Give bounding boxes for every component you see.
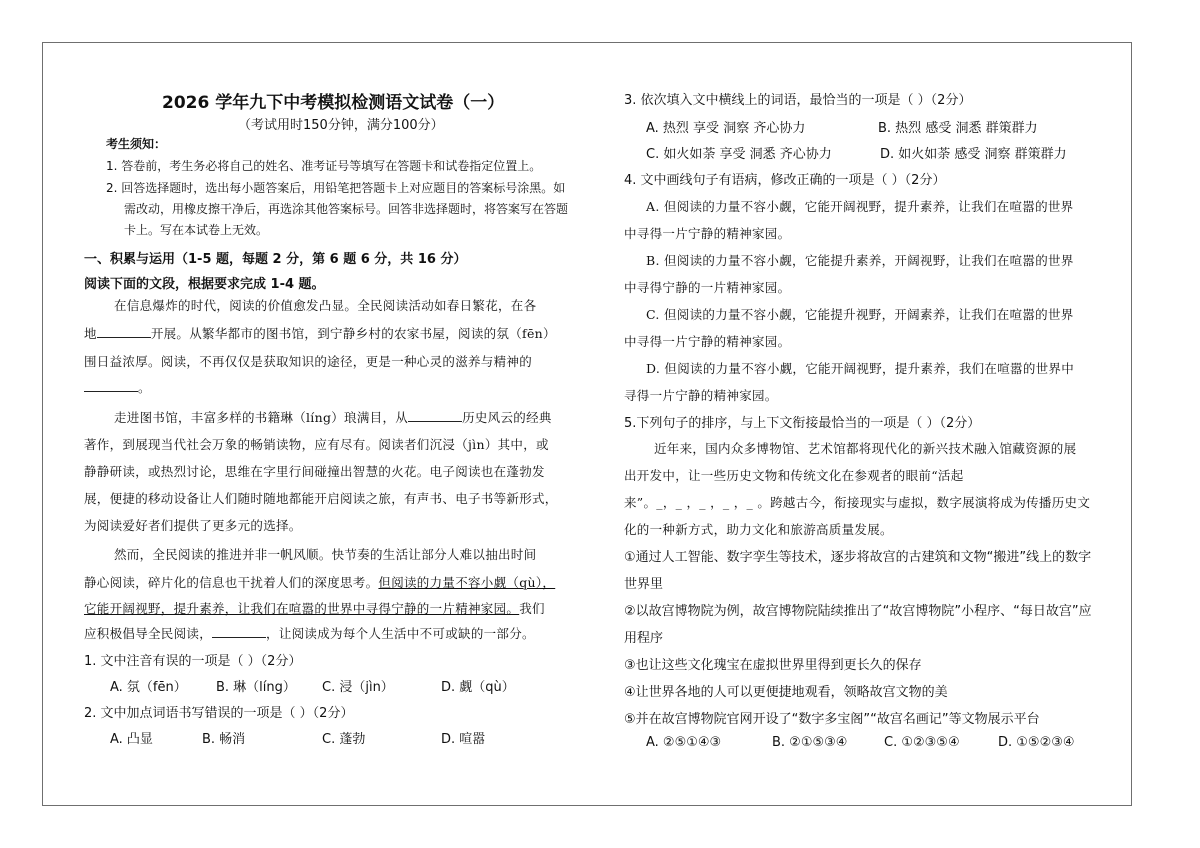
question-5-stem: 5.下列句子的排序，与上下文衔接最恰当的一项是（ ）（2分）	[624, 416, 981, 431]
q5-option-d[interactable]: D. ①⑤②③④	[998, 735, 1075, 750]
question-4-stem: 4. 文中画线句子有语病，修改正确的一项是（ ）（2分）	[624, 173, 946, 188]
q4-option-d[interactable]: D. 但阅读的力量不容小觑，它能开阔视野，提升素养，我们在喧嚣的世界中	[646, 361, 1075, 376]
fill-blank-2[interactable]	[84, 379, 138, 392]
q5-sentence-2: ②以故宫博物院为例，故宫博物院陆续推出了“故宫博物院”小程序、“每日故宫”应	[624, 604, 1092, 619]
q4-option-d-cont: 寻得一片宁静的精神家园。	[624, 388, 778, 403]
q4-option-c-cont: 中寻得一片宁静的精神家园。	[624, 334, 791, 349]
q2-option-c[interactable]: C. 蓬勃	[322, 732, 366, 747]
q3-option-d[interactable]: D. 如火如荼 感受 洞察 群策群力	[880, 147, 1067, 162]
q1-option-d[interactable]: D. 觑（qù）	[441, 680, 515, 695]
q5-option-b[interactable]: B. ②①⑤③④	[772, 735, 848, 750]
q5-sentence-3: ③也让这些文化瑰宝在虚拟世界里得到更长久的保存	[624, 658, 922, 673]
passage-line: 为阅读爱好者们提供了更多元的选择。	[84, 518, 302, 533]
q5-sentence-1: ①通过人工智能、数字孪生等技术，逐步将故宫的古建筑和文物“搬进”线上的数字	[624, 550, 1092, 565]
passage-line: 展，便捷的移动设备让人们随时随地都能开启阅读之旅，有声书、电子书等新形式，	[84, 491, 558, 506]
q5-sentence-4: ④让世界各地的人可以更便捷地观看，领略故宫文物的美	[624, 685, 948, 700]
notice-1: 1. 答卷前，考生务必将自己的姓名、准考证号等填写在答题卡和试卷指定位置上。	[106, 159, 542, 173]
exam-title: 2026 学年九下中考模拟检测语文试卷（一）	[162, 93, 505, 113]
passage-line: 然而，全民阅读的推进并非一帆风顺。快节奏的生活让部分人难以抽出时间	[114, 547, 537, 562]
q5-context: 来”。_，_ ，_ ，_ ，_ 。跨越古今，衔接现实与虚拟，数字展演将成为传播历史文	[624, 495, 1091, 510]
q4-option-b[interactable]: B. 但阅读的力量不容小觑，它能提升素养，开阔视野，让我们在喧嚣的世界	[646, 253, 1074, 268]
passage-line: 应积极倡导全民阅读， ，让阅读成为每个人生活中不可或缺的一部分。	[84, 626, 535, 641]
passage-line: 静静研读，或热烈讨论，思维在字里行间碰撞出智慧的火花。电子阅读也在蓬勃发	[84, 464, 545, 479]
passage-line: 它能开阔视野，提升素养，让我们在喧嚣的世界中寻得宁静的一片精神家园。我们	[84, 601, 545, 616]
q3-option-c[interactable]: C. 如火如荼 享受 洞悉 齐心协力	[646, 147, 832, 162]
q2-option-b[interactable]: B. 畅消	[202, 732, 246, 747]
q1-option-a[interactable]: A. 氛（fēn）	[110, 680, 187, 695]
section-heading: 一、积累与运用（1-5 题，每题 2 分，第 6 题 6 分，共 16 分）	[84, 252, 467, 267]
q5-sentence-5: ⑤并在故宫博物院官网开设了“数字多宝阁”“故宫名画记”等文物展示平台	[624, 712, 1040, 727]
q2-option-a[interactable]: A. 凸显	[110, 732, 153, 747]
passage-line: 地 开展。从繁华都市的图书馆，到宁静乡村的农家书屋，阅读的氛（fēn）	[84, 326, 556, 341]
question-3-stem: 3. 依次填入文中横线上的词语，最恰当的一项是（ ）（2分）	[624, 93, 972, 108]
q3-option-a[interactable]: A. 热烈 享受 洞察 齐心协力	[646, 121, 806, 136]
reading-instruction: 阅读下面的文段，根据要求完成 1-4 题。	[84, 277, 325, 292]
q5-context: 化的一种新方式，助力文化和旅游高质量发展。	[624, 522, 893, 537]
fill-blank-1[interactable]	[97, 325, 151, 338]
passage-line: 走进图书馆，丰富多样的书籍琳（líng）琅满目，从 历史风云的经典	[114, 410, 552, 425]
q2-option-d[interactable]: D. 喧嚣	[441, 732, 486, 747]
underlined-sentence: 它能开阔视野，提升素养，让我们在喧嚣的世界中寻得宁静的一片精神家园。	[84, 601, 520, 616]
q1-option-c[interactable]: C. 浸（jìn）	[322, 680, 394, 695]
q5-context: 出开发中，让一些历史文物和传统文化在参观者的眼前“活起	[624, 468, 964, 483]
q4-option-a[interactable]: A. 但阅读的力量不容小觑，它能开阔视野，提升素养，让我们在喧嚣的世界	[646, 199, 1074, 214]
fill-blank-3[interactable]	[408, 409, 462, 422]
passage-line: 著作，到展现当代社会万象的畅销读物，应有尽有。阅读者们沉浸（jìn）其中，或	[84, 437, 549, 452]
q5-sentence-1-cont: 世界里	[624, 577, 664, 592]
q5-option-c[interactable]: C. ①②③⑤④	[884, 735, 960, 750]
passage-line: 围日益浓厚。阅读，不再仅仅是获取知识的途径，更是一种心灵的滋养与精神的	[84, 354, 533, 369]
q5-option-a[interactable]: A. ②⑤①④③	[646, 735, 722, 750]
notice-2-end: 卡上。写在本试卷上无效。	[124, 223, 269, 237]
fill-blank-4[interactable]	[212, 625, 266, 638]
passage-line: 在信息爆炸的时代，阅读的价值愈发凸显。全民阅读活动如春日繁花，在各	[114, 298, 537, 313]
notice-2-cont: 需改动，用橡皮擦干净后，再选涂其他答案标号。回答非选择题时，将答案写在答题	[124, 202, 569, 216]
question-2-stem: 2. 文中加点词语书写错误的一项是（ ）（2分）	[84, 706, 354, 721]
underlined-sentence: 但阅读的力量不容小觑（qù），	[378, 575, 556, 590]
question-1-stem: 1. 文中注音有误的一项是（ ）（2分）	[84, 654, 302, 669]
q5-sentence-2-cont: 用程序	[624, 631, 664, 646]
exam-subtitle: （考试用时150分钟，满分100分）	[238, 118, 444, 133]
q5-context: 近年来，国内众多博物馆、艺术馆都将现代化的新兴技术融入馆藏资源的展	[654, 441, 1077, 456]
passage-line: 静心阅读，碎片化的信息也干扰着人们的深度思考。但阅读的力量不容小觑（qù），	[84, 575, 556, 590]
notice-2: 2. 回答选择题时，选出每小题答案后，用铅笔把答题卡上对应题目的答案标号涂黑。如	[106, 181, 566, 195]
q1-option-b[interactable]: B. 琳（líng）	[216, 680, 296, 695]
q3-option-b[interactable]: B. 热烈 感受 洞悉 群策群力	[878, 121, 1038, 136]
q4-option-c[interactable]: C. 但阅读的力量不容小觑，它能提升视野，开阔素养，让我们在喧嚣的世界	[646, 307, 1074, 322]
passage-line: 。	[84, 378, 151, 396]
q4-option-b-cont: 中寻得宁静的一片精神家园。	[624, 280, 791, 295]
q4-option-a-cont: 中寻得一片宁静的精神家园。	[624, 226, 791, 241]
notice-title: 考生须知：	[106, 137, 167, 151]
